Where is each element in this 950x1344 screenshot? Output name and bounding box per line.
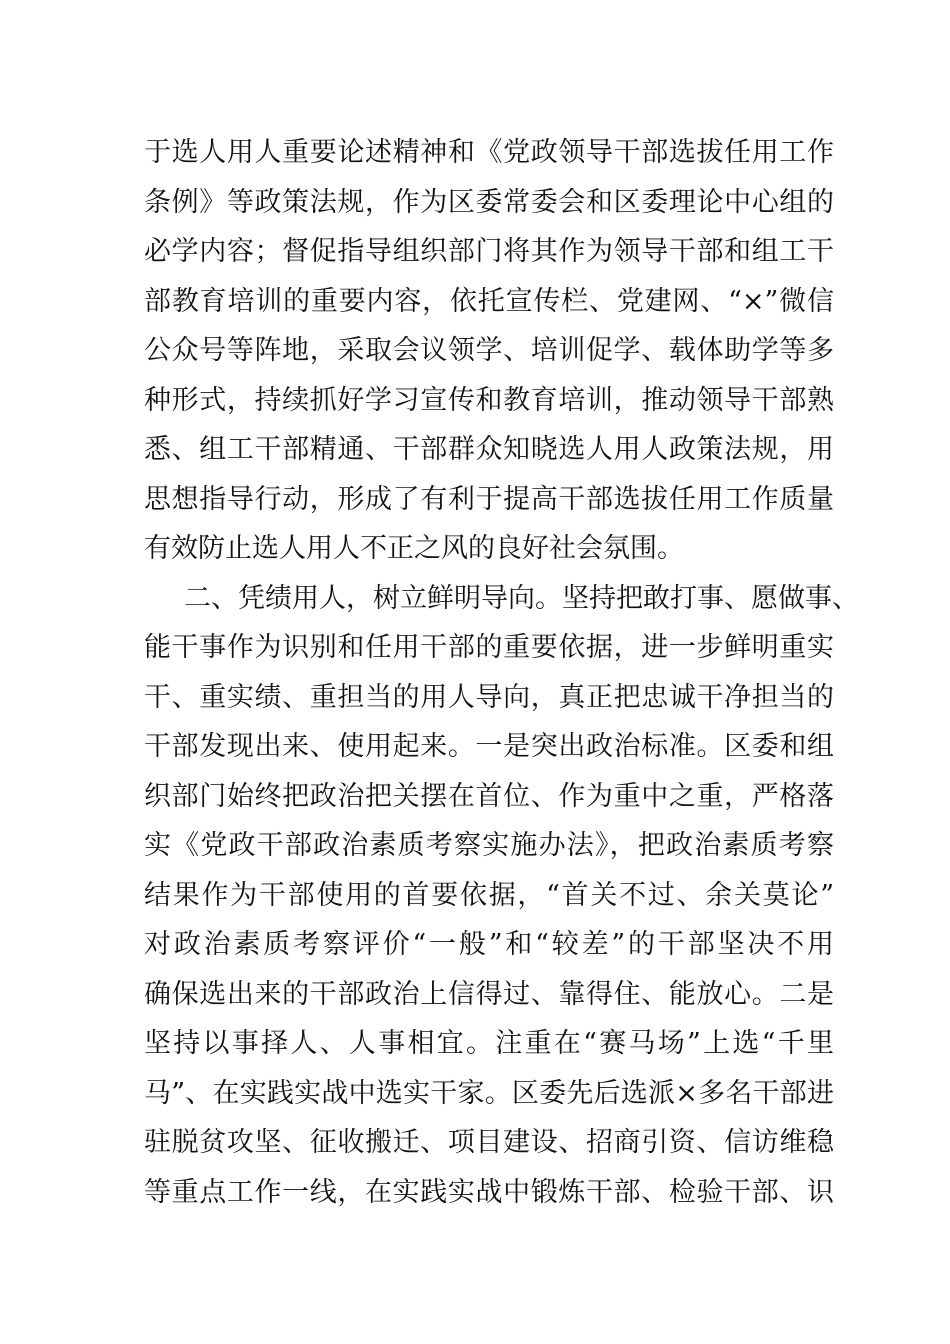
text-line: 马”、在实践实战中选实干家。区委先后选派×多名干部进 xyxy=(144,1077,834,1109)
text-line: 织部门始终把政治把关摆在首位、作为重中之重，严格落 xyxy=(144,780,834,812)
text-line: 结果作为干部使用的首要依据，“首关不过、余关莫论” xyxy=(144,879,834,911)
text-line: 条例》等政策法规，作为区委常委会和区委理论中心组的 xyxy=(144,186,834,218)
text-line: 能干事作为识别和任用干部的重要依据，进一步鲜明重实 xyxy=(144,632,834,663)
text-line: 驻脱贫攻坚、征收搬迁、项目建设、招商引资、信访维稳 xyxy=(144,1127,834,1158)
text-line: 等重点工作一线，在实践实战中锻炼干部、检验干部、识 xyxy=(144,1176,834,1208)
text-line: 干、重实绩、重担当的用人导向，真正把忠诚干净担当的 xyxy=(144,681,834,713)
text-line: 种形式，持续抓好学习宣传和教育培训，推动领导干部熟 xyxy=(144,384,834,416)
section-heading-line: 二、凭绩用人，树立鲜明导向。坚持把敢打事、愿做事、 xyxy=(184,582,859,614)
text-line: 部教育培训的重要内容，依托宣传栏、党建网、“×”微信 xyxy=(144,285,834,317)
paragraph-end-line: 有效防止选人用人不正之风的良好社会氛围。 xyxy=(144,533,684,564)
text-line: 必学内容；督促指导组织部门将其作为领导干部和组工干 xyxy=(144,236,834,267)
text-line: 公众号等阵地，采取会议领学、培训促学、载体助学等多 xyxy=(144,335,834,366)
text-line: 于选人用人重要论述精神和《党政领导干部选拔任用工作 xyxy=(144,137,834,168)
body-text xyxy=(144,128,859,1217)
text-line: 实《党政干部政治素质考察实施办法》，把政治素质考察 xyxy=(144,830,834,861)
text-line: 干部发现出来、使用起来。一是突出政治标准。区委和组 xyxy=(144,731,834,762)
text-line: 对政治素质考察评价“一般”和“较差”的干部坚决不用 xyxy=(144,929,834,960)
text-line: 确保选出来的干部政治上信得过、靠得住、能放心。二是 xyxy=(144,978,834,1010)
text-line: 思想指导行动，形成了有利于提高干部选拔任用工作质量 xyxy=(144,483,834,515)
text-line: 悉、组工干部精通、干部群众知晓选人用人政策法规，用 xyxy=(144,434,834,465)
text-line: 坚持以事择人、人事相宜。注重在“赛马场”上选“千里 xyxy=(144,1028,834,1059)
